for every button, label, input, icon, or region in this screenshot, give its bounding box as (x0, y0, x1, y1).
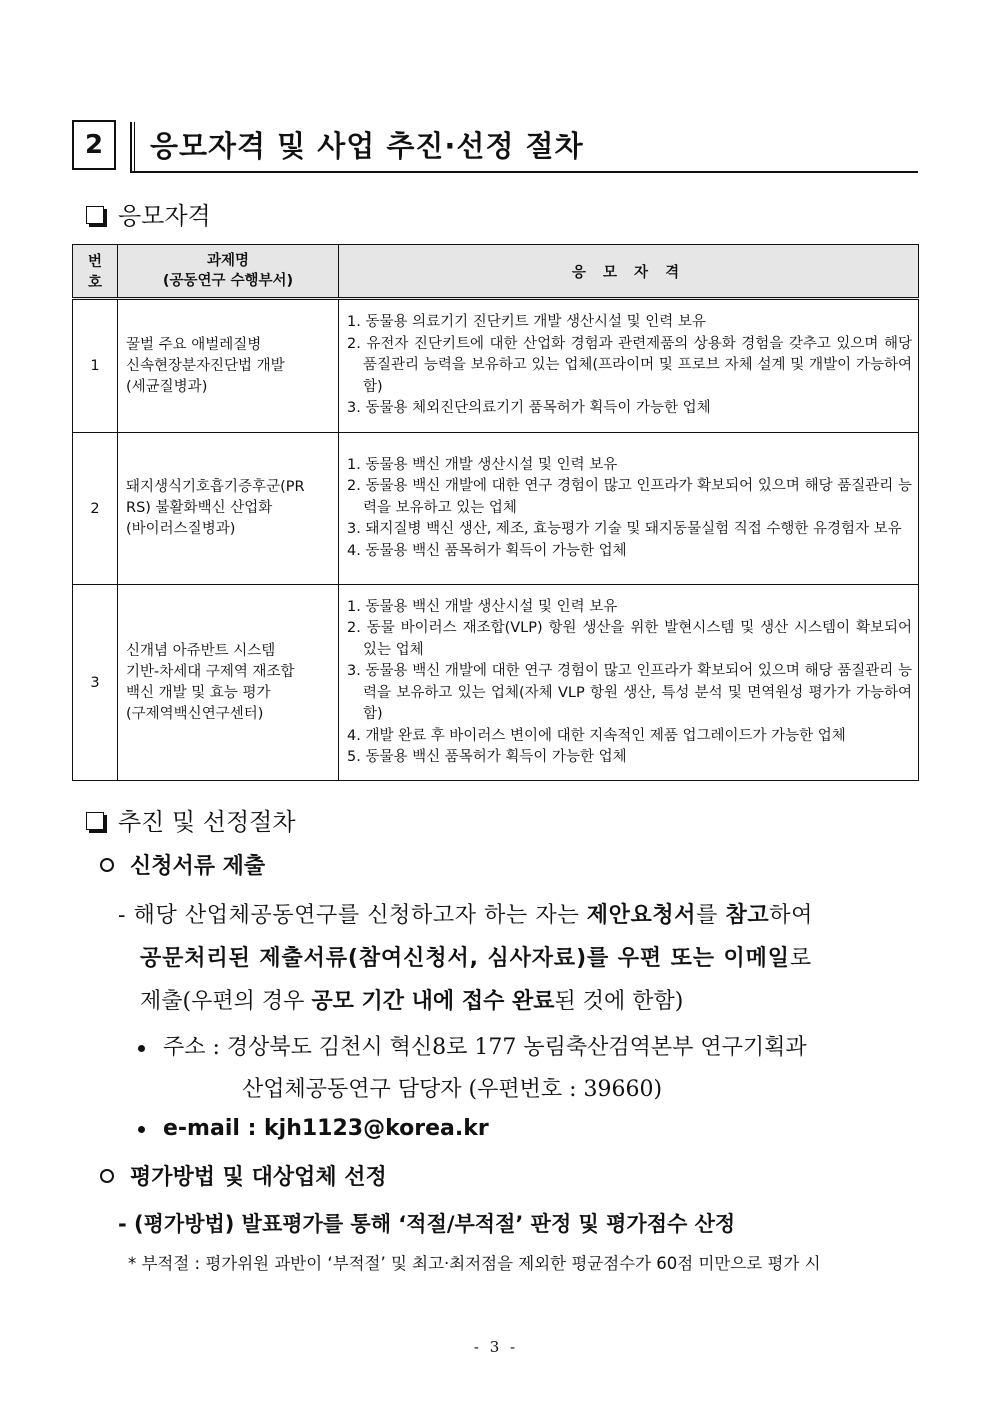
square-bullet-icon (86, 812, 104, 830)
header-task: 과제명 (공동연구 수행부서) (118, 245, 339, 299)
qualification-items (339, 433, 919, 585)
procedure-heading-text: 추진 및 선정절차 (118, 808, 296, 836)
qualifications-heading (86, 196, 211, 231)
task-name: 돼지생식기호흡기증후군(PR RS) 불활화백신 산업화 (바이러스질병과) (118, 433, 339, 585)
table-row (73, 433, 919, 585)
address-text: 경상북도 김천시 혁신8로 177 농림축산검역본부 연구기획과 (226, 1035, 807, 1060)
table-row (73, 299, 919, 433)
qualification-item: 4. 동물용 백신 품목허가 획득이 가능한 업체 (347, 542, 627, 559)
qualification-item: 1. 동물용 의료기기 진단키트 개발 생산시설 및 인력 보유 (347, 314, 706, 331)
page-number: - 3 - (473, 1338, 519, 1356)
email-text: e-mail : kjh1123@korea.kr (163, 1116, 489, 1141)
row-number: 2 (73, 433, 118, 585)
section-title: 응모자격 및 사업 추진·선정 절차 (150, 129, 584, 163)
section-underline (130, 171, 918, 173)
qualifications-heading-text: 응모자격 (118, 202, 211, 230)
procedure-heading (86, 802, 296, 837)
qualification-item: 1. 동물용 백신 개발 생산시설 및 인력 보유 (347, 456, 618, 473)
address-line-2: 산업체공동연구 담당자 (우편번호 : 39660) (242, 1077, 663, 1102)
qualification-item: 5. 동물용 백신 품목허가 획득이 가능한 업체 (347, 749, 627, 765)
qualification-items (339, 299, 919, 433)
bullet-dot-icon (138, 1045, 145, 1052)
row-number: 1 (73, 299, 118, 433)
header-qualification: 응 모 자 격 (339, 245, 919, 299)
submission-line-1: - 해당 산업체공동연구를 신청하고자 하는 자는 제안요청서를 참고하여 (118, 903, 813, 928)
circle-bullet-icon (100, 858, 114, 872)
section-number: 2 (72, 120, 116, 170)
qualification-item: 2. 유전자 진단키트에 대한 산업화 경험과 관련제품의 상용화 경험을 갖추고 있으며 해당 품질관리 능력을 보유하고 있는 업체(프라이머 및 프로브 자체 설계 및 개발이 가능하여 함) (347, 335, 912, 395)
qualification-item: 2. 동물 바이러스 재조합(VLP) 항원 생산을 위한 발현시스템 및 생산 시스템이 확보되어 있는 업체 (347, 620, 912, 658)
row-number: 3 (73, 585, 118, 781)
bullet-dot-icon (138, 1126, 145, 1133)
address-label: 주소 : (163, 1035, 227, 1060)
evaluation-note: * 부적절 : 평가위원 과반이 ‘부적절’ 및 최고·최저점을 제외한 평균점수가 60점 미만으로 평가 시 (128, 1254, 821, 1273)
section-divider (130, 122, 132, 172)
submission-line-3: 제출(우편의 경우 공모 기간 내에 접수 완료된 것에 한함) (140, 989, 684, 1014)
submission-heading (100, 849, 265, 880)
submission-heading-text: 신청서류 제출 (130, 854, 266, 879)
submission-line-2: 공문처리된 제출서류(참여신청서, 심사자료)를 우편 또는 이메일로 (140, 946, 813, 971)
table-row (73, 585, 919, 781)
task-name: 신개념 아쥬반트 시스템 기반-차세대 구제역 재조합 백신 개발 및 효능 평가 (구제역백신연구센터) (118, 585, 339, 781)
section-header (72, 120, 918, 174)
qualification-item: 3. 돼지질병 백신 생산, 제조, 효능평가 기술 및 돼지동물실험 직접 수행한 유경험자 보유 (347, 521, 902, 538)
address-line-1 (138, 1030, 807, 1061)
qualification-item: 2. 동물용 백신 개발에 대한 연구 경험이 많고 인프라가 확보되어 있으며 해당 품질관리 능력을 보유하고 있는 업체 (347, 478, 912, 516)
evaluation-line: - (평가방법) 발표평가를 통해 ‘적절/부적절’ 판정 및 평가점수 산정 (118, 1212, 736, 1236)
qualification-item: 3. 동물용 백신 개발에 대한 연구 경험이 많고 인프라가 확보되어 있으며 해당 품질관리 능력을 보유하고 있는 업체(자체 VLP 항원 생산, 특성 분석 및 면역원성 평가가 가능하여 함) (347, 663, 912, 722)
qualification-item: 4. 개발 완료 후 바이러스 변이에 대한 지속적인 제품 업그레이드가 가능한 업체 (347, 727, 846, 744)
evaluation-heading-text: 평가방법 및 대상업체 선정 (130, 1165, 387, 1190)
task-name: 꿀벌 주요 애벌레질병 신속현장분자진단법 개발 (세균질병과) (118, 299, 339, 433)
qualification-items (339, 585, 919, 781)
qualification-item: 1. 동물용 백신 개발 생산시설 및 인력 보유 (347, 598, 618, 615)
qualification-item: 3. 동물용 체외진단의료기기 품목허가 획득이 가능한 업체 (347, 400, 711, 417)
qualifications-table (72, 244, 919, 781)
section-divider-thin (134, 122, 135, 172)
circle-bullet-icon (100, 1169, 114, 1183)
square-bullet-icon (86, 206, 104, 224)
evaluation-heading (100, 1160, 387, 1191)
header-no: 번 호 (73, 245, 118, 299)
table-header-row (73, 245, 919, 299)
email-line (138, 1116, 489, 1141)
